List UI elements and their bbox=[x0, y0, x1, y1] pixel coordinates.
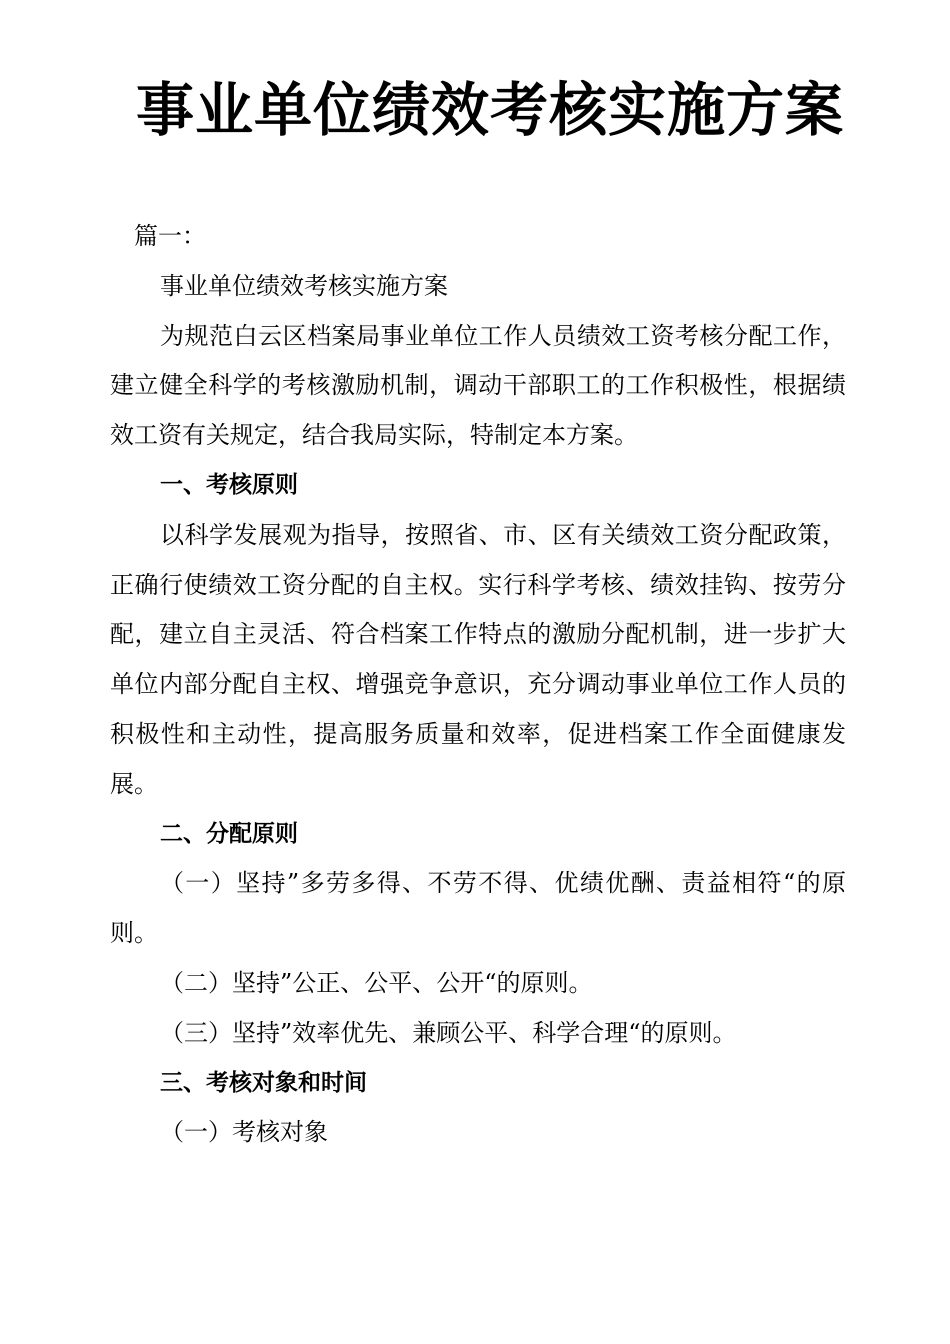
document-body bbox=[110, 212, 846, 1158]
intro-paragraph: 为规范白云区档案局事业单位工作人员绩效工资考核分配工作，建立健全科学的考核激励机制，调动干部职工的工作积极性，根据绩效工资有关规定，结合我局实际，特制定本方案。 bbox=[110, 321, 846, 450]
section-heading-principles: 一、考核原则 bbox=[160, 471, 298, 498]
section-heading-targets: 三、考核对象和时间 bbox=[160, 1069, 367, 1096]
paragraph-distribution-3: （三）坚持”效率优先、兼顾公平、科学合理“的原则。 bbox=[160, 1018, 737, 1047]
paragraph-distribution-2: （二）坚持”公正、公平、公开“的原则。 bbox=[160, 968, 593, 997]
document-title: 事业单位绩效考核实施方案 bbox=[135, 76, 844, 144]
paragraph-distribution-1: （一）坚持”多劳多得、不劳不得、优绩优酬、责益相符“的原则。 bbox=[110, 869, 846, 948]
paragraph-principles: 以科学发展观为指导，按照省、市、区有关绩效工资分配政策，正确行使绩效工资分配的自主权。实行科学考核、绩效挂钩、按劳分配，建立自主灵活、符合档案工作特点的激励分配机制，进一步扩大单位内部分配自主权、增强竞争意识，充分调动事业单位工作人员的积极性和主动性，提高服务质量和效率，促进档案工作全面健康发展。 bbox=[110, 520, 846, 798]
document-subtitle: 事业单位绩效考核实施方案 bbox=[160, 271, 448, 300]
part-label: 篇一： bbox=[134, 222, 206, 250]
section-heading-distribution: 二、分配原则 bbox=[160, 820, 298, 847]
paragraph-targets-1: （一）考核对象 bbox=[160, 1118, 328, 1147]
